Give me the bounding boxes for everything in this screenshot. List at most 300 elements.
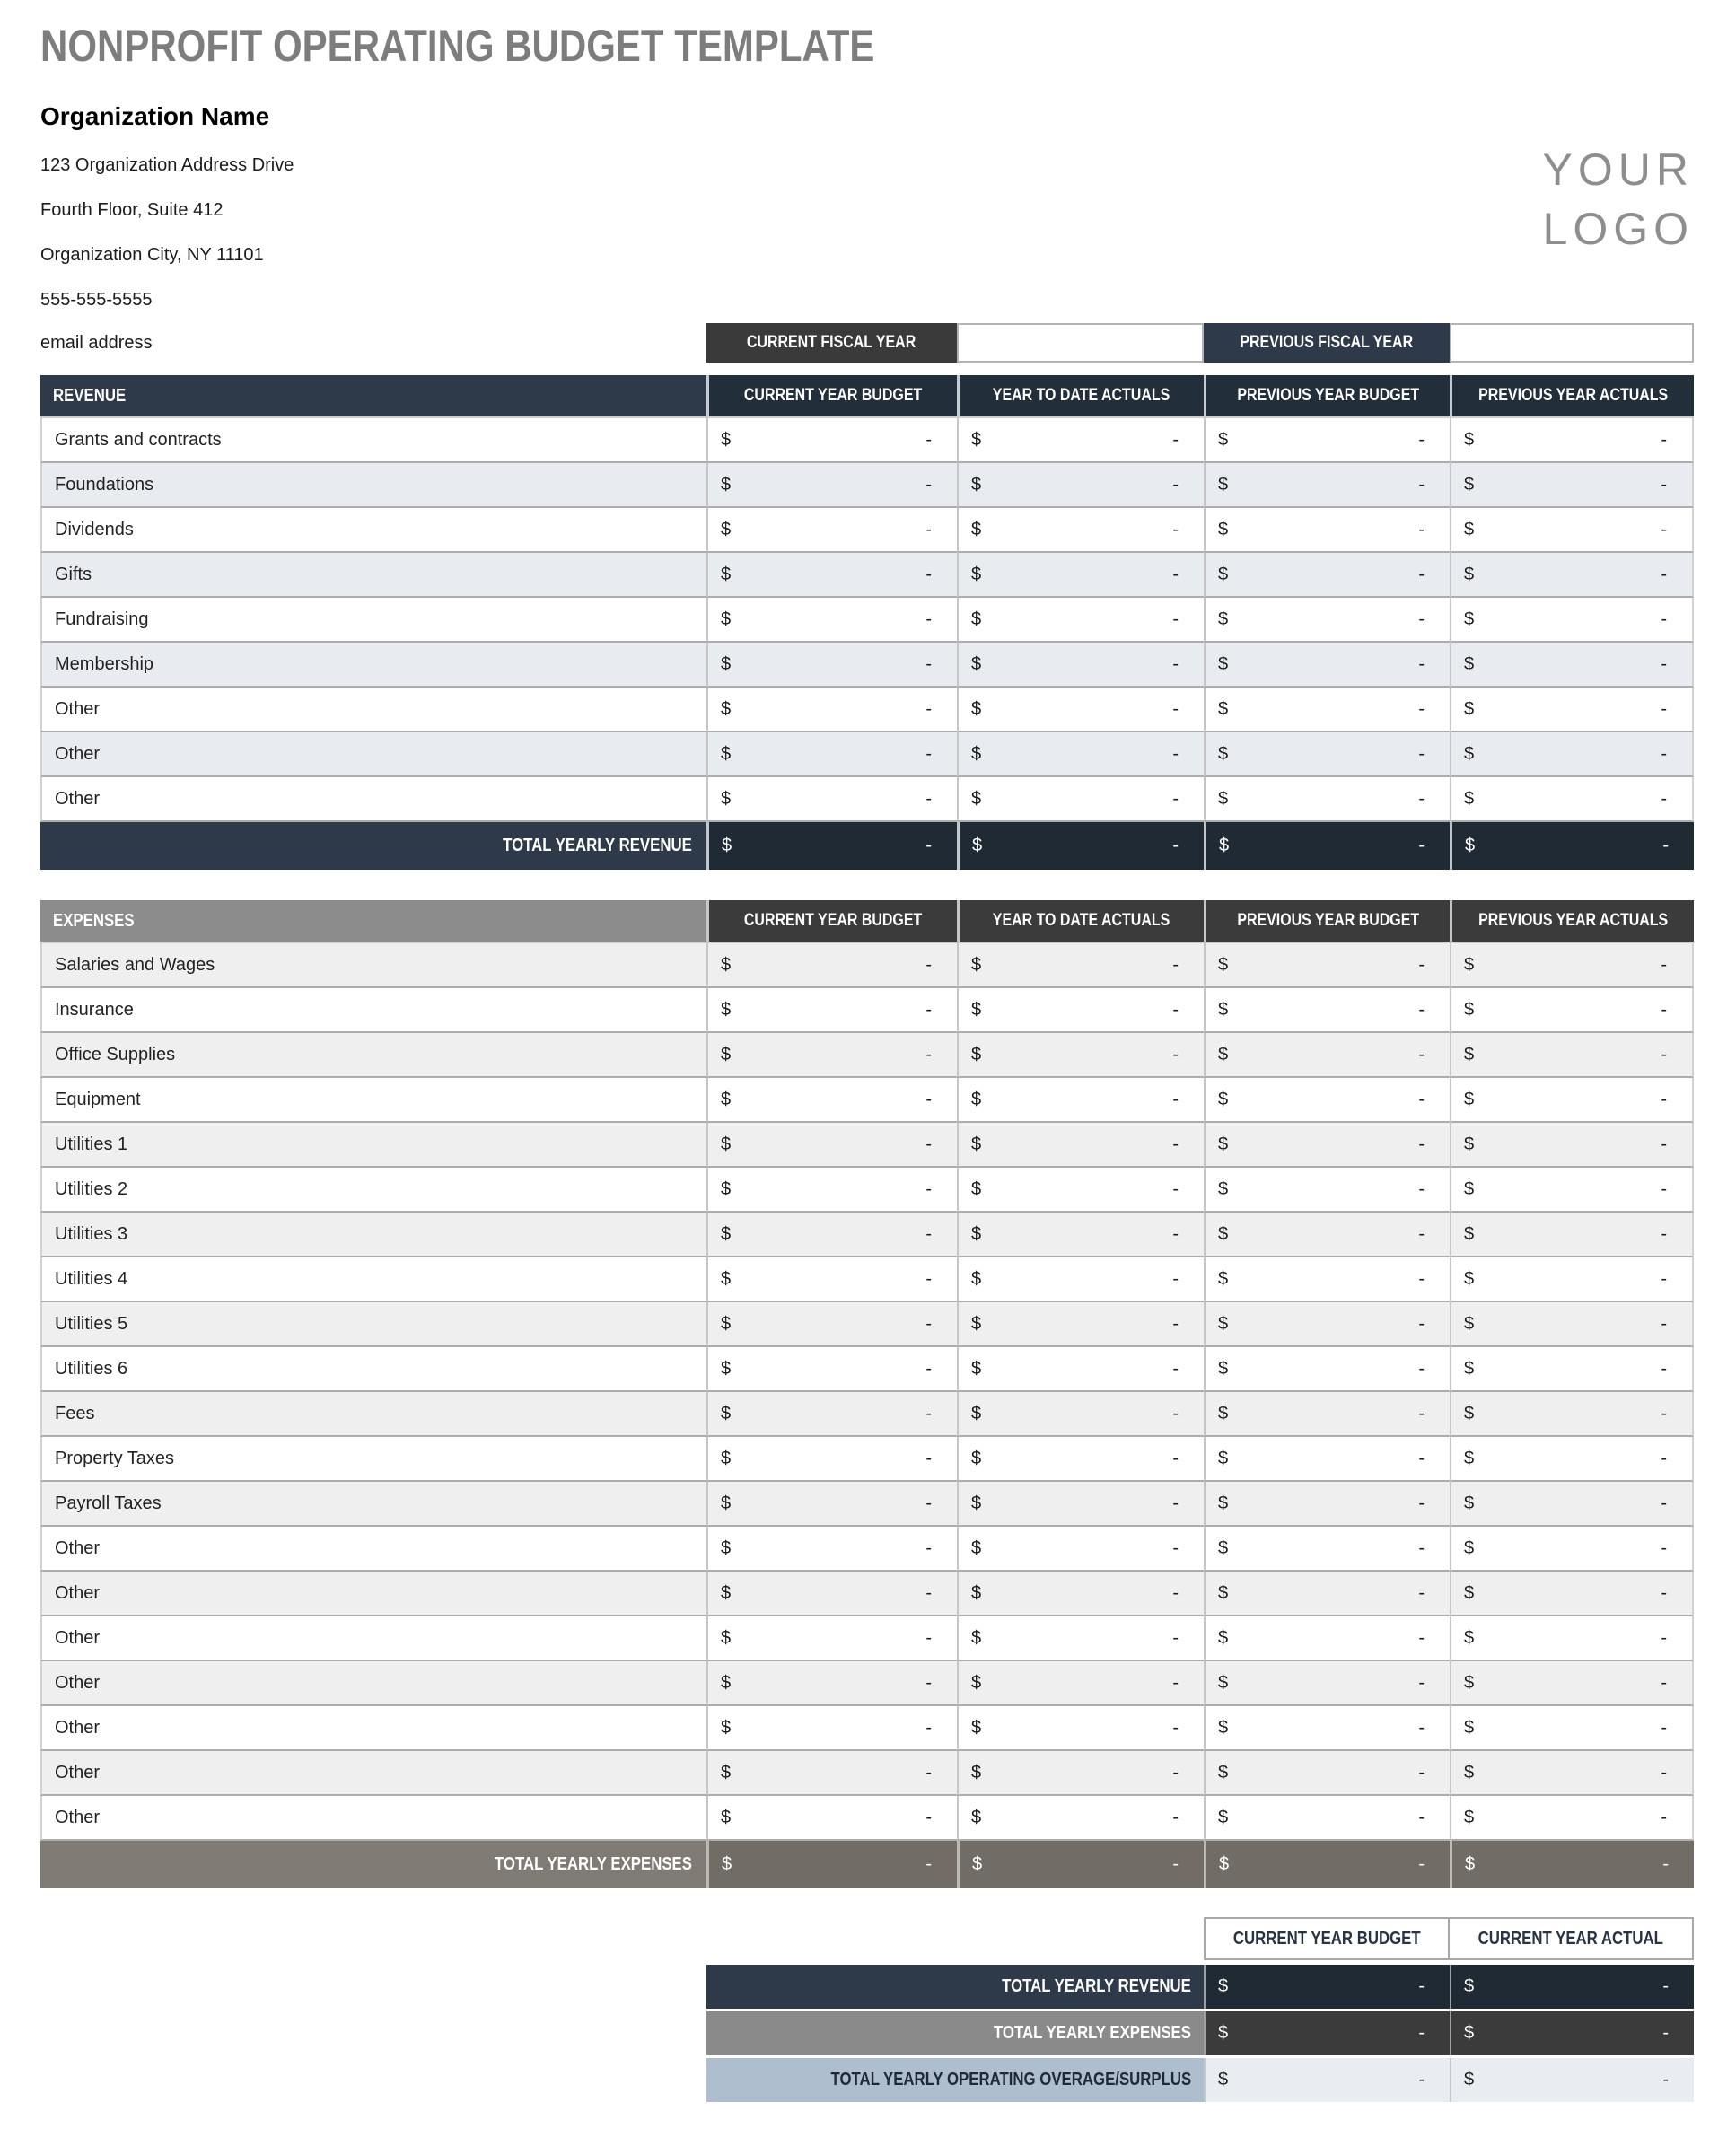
empty-value: - (1172, 1178, 1179, 1199)
money-cell[interactable] (1204, 1661, 1450, 1706)
money-cell[interactable] (957, 1661, 1204, 1706)
money-cell[interactable] (1450, 1392, 1694, 1437)
money-cell[interactable] (706, 508, 957, 553)
currency-symbol: $ (971, 1717, 982, 1738)
currency-symbol: $ (971, 1358, 982, 1379)
currency-symbol: $ (1218, 1358, 1229, 1379)
table-row (40, 553, 1694, 598)
currency-symbol: $ (1218, 999, 1229, 1020)
money-cell[interactable] (1204, 777, 1450, 822)
empty-value: - (1418, 743, 1425, 764)
currency-symbol: $ (971, 1493, 982, 1513)
row-label: Equipment (40, 1078, 706, 1123)
money-cell[interactable] (957, 553, 1204, 598)
money-cell[interactable] (706, 1302, 957, 1347)
money-cell[interactable] (706, 1078, 957, 1123)
money-cell[interactable] (1450, 1033, 1694, 1078)
currency-symbol: $ (1464, 1627, 1475, 1648)
money-cell[interactable] (1450, 1616, 1694, 1661)
empty-value: - (1418, 1493, 1425, 1513)
money-cell[interactable] (1204, 688, 1450, 732)
summary-row (706, 1965, 1694, 2009)
summary-row (706, 2058, 1694, 2102)
summary-row-label (706, 2058, 1204, 2102)
empty-value: - (1418, 609, 1425, 629)
money-cell[interactable] (706, 943, 957, 988)
money-cell[interactable] (957, 1616, 1204, 1661)
currency-symbol: $ (721, 788, 732, 809)
money-cell[interactable] (1204, 1033, 1450, 1078)
money-cell[interactable] (706, 1527, 957, 1572)
empty-value: - (925, 1493, 932, 1513)
currency-symbol: $ (1218, 1134, 1229, 1154)
money-column-header (1450, 375, 1694, 418)
logo-placeholder (1543, 140, 1694, 258)
empty-value: - (1662, 2070, 1669, 2089)
currency-symbol: $ (971, 429, 982, 450)
money-cell[interactable] (957, 777, 1204, 822)
currency-symbol: $ (1464, 2070, 1475, 2089)
empty-value: - (1172, 519, 1179, 539)
money-cell[interactable] (706, 418, 957, 463)
money-cell[interactable] (1204, 732, 1450, 777)
summary-header-row (706, 1917, 1694, 1960)
money-cell[interactable] (1450, 777, 1694, 822)
money-cell[interactable] (706, 688, 957, 732)
money-cell[interactable] (1450, 1482, 1694, 1527)
empty-value: - (925, 1717, 932, 1738)
empty-value: - (1172, 1762, 1179, 1782)
money-cell[interactable] (957, 598, 1204, 643)
empty-value: - (1172, 564, 1179, 584)
total-money-cell (706, 1841, 957, 1888)
money-cell[interactable] (1450, 1213, 1694, 1257)
money-column-header-text: PREVIOUS YEAR BUDGET (1237, 386, 1419, 405)
summary-row-label (706, 1965, 1204, 2009)
currency-symbol: $ (1218, 788, 1229, 809)
money-cell[interactable] (957, 1347, 1204, 1392)
money-cell[interactable] (1204, 1347, 1450, 1392)
empty-value: - (1661, 1627, 1667, 1648)
money-column-header-text: PREVIOUS YEAR ACTUALS (1477, 386, 1669, 405)
money-cell[interactable] (1450, 643, 1694, 688)
money-cell[interactable] (706, 1213, 957, 1257)
empty-value: - (1172, 609, 1179, 629)
currency-symbol: $ (971, 1178, 982, 1199)
money-cell[interactable] (1450, 1078, 1694, 1123)
empty-value: - (1661, 564, 1667, 584)
currency-symbol: $ (721, 564, 732, 584)
money-cell[interactable] (1204, 1527, 1450, 1572)
section-label-text: EXPENSES (53, 910, 135, 931)
org-block (40, 102, 1694, 311)
currency-symbol: $ (971, 609, 982, 629)
summary-money-cell (1204, 2058, 1450, 2102)
empty-value: - (1661, 1582, 1667, 1603)
empty-value: - (1661, 1448, 1667, 1468)
money-cell[interactable] (1204, 1796, 1450, 1841)
currency-symbol: $ (1464, 698, 1475, 719)
row-label: Utilities 1 (40, 1123, 706, 1168)
empty-value: - (1418, 1537, 1425, 1558)
currency-symbol: $ (1464, 609, 1475, 629)
empty-value: - (1172, 1044, 1179, 1064)
row-label: Utilities 3 (40, 1213, 706, 1257)
currency-symbol: $ (1218, 1582, 1229, 1603)
currency-symbol: $ (1464, 1717, 1475, 1738)
money-cell[interactable] (706, 1392, 957, 1437)
row-label: Other (40, 1572, 706, 1616)
currency-symbol: $ (972, 1854, 983, 1874)
money-cell[interactable] (1450, 1751, 1694, 1796)
money-cell[interactable] (706, 732, 957, 777)
money-cell[interactable] (1450, 1661, 1694, 1706)
empty-value: - (1661, 1807, 1667, 1827)
empty-value: - (1172, 788, 1179, 809)
money-cell[interactable] (1450, 688, 1694, 732)
row-label: Dividends (40, 508, 706, 553)
currency-symbol: $ (1218, 429, 1229, 450)
summary-row-label-text: TOTAL YEARLY EXPENSES (993, 2023, 1191, 2043)
money-column-header (957, 375, 1204, 418)
money-cell[interactable] (1204, 943, 1450, 988)
currency-symbol: $ (972, 836, 983, 855)
currency-symbol: $ (1218, 1537, 1229, 1558)
money-cell[interactable] (957, 1482, 1204, 1527)
money-cell[interactable] (706, 1661, 957, 1706)
money-cell[interactable] (706, 777, 957, 822)
currency-symbol: $ (1218, 2070, 1229, 2089)
currency-symbol: $ (971, 698, 982, 719)
currency-symbol: $ (1218, 1717, 1229, 1738)
empty-value: - (925, 564, 932, 584)
empty-value: - (925, 1854, 932, 1874)
money-cell[interactable] (1450, 508, 1694, 553)
currency-symbol: $ (1465, 836, 1476, 855)
money-cell[interactable] (1450, 1706, 1694, 1751)
currency-symbol: $ (971, 474, 982, 495)
summary-money-cell (1450, 1965, 1694, 2009)
currency-symbol: $ (971, 1403, 982, 1423)
currency-symbol: $ (721, 999, 732, 1020)
empty-value: - (1418, 564, 1425, 584)
currency-symbol: $ (971, 519, 982, 539)
currency-symbol: $ (1218, 564, 1229, 584)
summary-money-cell (1450, 2058, 1694, 2102)
currency-symbol: $ (1218, 2023, 1229, 2043)
empty-value: - (1418, 1854, 1425, 1874)
empty-value: - (1418, 429, 1425, 450)
money-cell[interactable] (706, 1616, 957, 1661)
empty-value: - (1661, 698, 1667, 719)
summary-column-header-text: CURRENT YEAR BUDGET (1232, 1928, 1421, 1949)
money-cell[interactable] (1204, 1482, 1450, 1527)
summary-column-header-text: CURRENT YEAR ACTUAL (1477, 1928, 1664, 1949)
org-phone: 555-555-5555 (40, 290, 153, 310)
currency-symbol: $ (1218, 1044, 1229, 1064)
row-label: Other (40, 1661, 706, 1706)
money-column-header-text: YEAR TO DATE ACTUALS (993, 911, 1170, 930)
money-cell[interactable] (1450, 1347, 1694, 1392)
currency-symbol: $ (1464, 1178, 1475, 1199)
empty-value: - (925, 1044, 932, 1064)
currency-symbol: $ (721, 1448, 732, 1468)
currency-symbol: $ (1219, 836, 1230, 855)
row-label: Membership (40, 643, 706, 688)
empty-value: - (1172, 999, 1179, 1020)
row-label: Fees (40, 1392, 706, 1437)
row-label: Office Supplies (40, 1033, 706, 1078)
empty-value: - (1661, 1268, 1667, 1289)
money-cell[interactable] (1450, 988, 1694, 1033)
empty-value: - (1662, 2023, 1669, 2043)
row-label: Property Taxes (40, 1437, 706, 1482)
money-cell[interactable] (1204, 1751, 1450, 1796)
currency-symbol: $ (1464, 788, 1475, 809)
money-cell[interactable] (1450, 1796, 1694, 1841)
empty-value: - (925, 698, 932, 719)
table-row (40, 777, 1694, 822)
money-cell[interactable] (957, 1392, 1204, 1437)
total-money-cell (1450, 1841, 1694, 1888)
money-cell[interactable] (1204, 1572, 1450, 1616)
money-cell[interactable] (957, 508, 1204, 553)
currency-symbol: $ (721, 474, 732, 495)
empty-value: - (1418, 2070, 1425, 2089)
money-cell[interactable] (1204, 1392, 1450, 1437)
money-cell[interactable] (957, 1168, 1204, 1213)
currency-symbol: $ (1218, 609, 1229, 629)
currency-symbol: $ (971, 999, 982, 1020)
currency-symbol: $ (721, 1223, 732, 1244)
money-cell[interactable] (1204, 1437, 1450, 1482)
row-label: Other (40, 1796, 706, 1841)
money-cell[interactable] (957, 688, 1204, 732)
money-cell[interactable] (1204, 1213, 1450, 1257)
table-row (40, 598, 1694, 643)
currency-symbol: $ (971, 1089, 982, 1109)
empty-value: - (925, 1582, 932, 1603)
money-cell[interactable] (1450, 1123, 1694, 1168)
page-title (40, 21, 1694, 71)
money-cell[interactable] (706, 1796, 957, 1841)
currency-symbol: $ (1464, 743, 1475, 764)
currency-symbol: $ (1464, 1223, 1475, 1244)
money-cell[interactable] (1450, 1257, 1694, 1302)
empty-value: - (1418, 1672, 1425, 1693)
money-cell[interactable] (1204, 1168, 1450, 1213)
money-cell[interactable] (706, 1123, 957, 1168)
table-row (40, 988, 1694, 1033)
empty-value: - (1172, 1358, 1179, 1379)
empty-value: - (1172, 698, 1179, 719)
money-cell[interactable] (706, 988, 957, 1033)
empty-value: - (1661, 1089, 1667, 1109)
money-cell[interactable] (706, 553, 957, 598)
currency-symbol: $ (971, 1807, 982, 1827)
table-row (40, 1302, 1694, 1347)
money-cell[interactable] (706, 1168, 957, 1213)
money-cell[interactable] (957, 943, 1204, 988)
currency-symbol: $ (1464, 564, 1475, 584)
table-row (40, 1168, 1694, 1213)
money-cell[interactable] (1450, 1527, 1694, 1572)
money-cell[interactable] (957, 988, 1204, 1033)
table-row (40, 1078, 1694, 1123)
money-cell[interactable] (1204, 418, 1450, 463)
currency-symbol: $ (721, 1762, 732, 1782)
money-cell[interactable] (1204, 463, 1450, 508)
money-cell[interactable] (957, 463, 1204, 508)
current-fiscal-year-input[interactable] (957, 323, 1204, 363)
empty-value: - (1172, 1582, 1179, 1603)
empty-value: - (1661, 1762, 1667, 1782)
previous-fiscal-year-label-text: PREVIOUS FISCAL YEAR (1240, 333, 1414, 352)
currency-symbol: $ (721, 1313, 732, 1334)
currency-symbol: $ (971, 1223, 982, 1244)
money-cell[interactable] (957, 1078, 1204, 1123)
money-cell[interactable] (1450, 1168, 1694, 1213)
empty-value: - (1661, 743, 1667, 764)
money-cell[interactable] (706, 1572, 957, 1616)
money-cell[interactable] (1204, 1257, 1450, 1302)
money-cell[interactable] (957, 732, 1204, 777)
currency-symbol: $ (971, 564, 982, 584)
money-cell[interactable] (957, 1257, 1204, 1302)
empty-value: - (1172, 836, 1179, 855)
money-cell[interactable] (1204, 1123, 1450, 1168)
empty-value: - (1418, 1178, 1425, 1199)
money-column-header (1204, 375, 1450, 418)
money-cell[interactable] (1204, 1078, 1450, 1123)
currency-symbol: $ (721, 1044, 732, 1064)
total-row (40, 1841, 1694, 1888)
fiscal-year-row (40, 323, 1694, 363)
money-cell[interactable] (1450, 1437, 1694, 1482)
money-cell[interactable] (1204, 598, 1450, 643)
currency-symbol: $ (721, 519, 732, 539)
empty-value: - (925, 1134, 932, 1154)
table-row (40, 1347, 1694, 1392)
currency-symbol: $ (1218, 1762, 1229, 1782)
money-cell[interactable] (957, 418, 1204, 463)
money-cell[interactable] (1204, 1616, 1450, 1661)
table-row (40, 732, 1694, 777)
money-column-header-text: PREVIOUS YEAR BUDGET (1237, 911, 1419, 930)
section-header-row (40, 375, 1694, 418)
money-cell[interactable] (1450, 553, 1694, 598)
currency-symbol: $ (721, 743, 732, 764)
money-cell[interactable] (957, 1751, 1204, 1796)
empty-value: - (1172, 1134, 1179, 1154)
previous-fiscal-year-input[interactable] (1450, 323, 1694, 363)
section-header-row (40, 900, 1694, 943)
currency-symbol: $ (1465, 1854, 1476, 1874)
page-title-text: NONPROFIT OPERATING BUDGET TEMPLATE (40, 21, 875, 71)
money-cell[interactable] (1204, 988, 1450, 1033)
money-cell[interactable] (706, 1033, 957, 1078)
money-cell[interactable] (706, 1257, 957, 1302)
money-cell[interactable] (706, 1437, 957, 1482)
empty-value: - (925, 1807, 932, 1827)
currency-symbol: $ (1464, 1762, 1475, 1782)
empty-value: - (1661, 1672, 1667, 1693)
money-cell[interactable] (957, 1572, 1204, 1616)
money-cell[interactable] (1450, 463, 1694, 508)
money-cell[interactable] (706, 1482, 957, 1527)
money-cell[interactable] (706, 643, 957, 688)
empty-value: - (925, 1223, 932, 1244)
money-cell[interactable] (957, 1437, 1204, 1482)
empty-value: - (1661, 1313, 1667, 1334)
empty-value: - (1418, 788, 1425, 809)
money-cell[interactable] (706, 1706, 957, 1751)
money-cell[interactable] (1450, 418, 1694, 463)
money-cell[interactable] (957, 1706, 1204, 1751)
expenses-table (40, 900, 1694, 1888)
money-cell[interactable] (1450, 598, 1694, 643)
table-row (40, 1257, 1694, 1302)
row-label: Other (40, 1616, 706, 1661)
money-cell[interactable] (1450, 943, 1694, 988)
currency-symbol: $ (1464, 474, 1475, 495)
money-cell[interactable] (957, 1213, 1204, 1257)
money-cell[interactable] (957, 1123, 1204, 1168)
money-cell[interactable] (706, 1751, 957, 1796)
money-cell[interactable] (706, 1347, 957, 1392)
money-cell[interactable] (957, 1033, 1204, 1078)
money-cell[interactable] (1204, 1706, 1450, 1751)
table-row (40, 1661, 1694, 1706)
currency-symbol: $ (971, 1044, 982, 1064)
currency-symbol: $ (721, 1627, 732, 1648)
row-label: Payroll Taxes (40, 1482, 706, 1527)
money-cell[interactable] (1450, 1302, 1694, 1347)
empty-value: - (925, 999, 932, 1020)
currency-symbol: $ (1218, 698, 1229, 719)
total-money-cell (957, 1841, 1204, 1888)
empty-value: - (1418, 1089, 1425, 1109)
empty-value: - (1661, 1717, 1667, 1738)
money-column-header (957, 900, 1204, 943)
currency-symbol: $ (721, 1537, 732, 1558)
money-cell[interactable] (957, 1527, 1204, 1572)
money-cell[interactable] (1204, 553, 1450, 598)
currency-symbol: $ (721, 1134, 732, 1154)
money-cell[interactable] (706, 463, 957, 508)
money-cell[interactable] (706, 598, 957, 643)
table-row (40, 418, 1694, 463)
money-cell[interactable] (957, 1796, 1204, 1841)
row-label: Insurance (40, 988, 706, 1033)
money-cell[interactable] (1204, 508, 1450, 553)
empty-value: - (925, 1089, 932, 1109)
empty-value: - (925, 1762, 932, 1782)
revenue-section-label (40, 375, 706, 418)
money-cell[interactable] (957, 643, 1204, 688)
money-cell[interactable] (1450, 732, 1694, 777)
money-cell[interactable] (1204, 1302, 1450, 1347)
table-row (40, 1527, 1694, 1572)
currency-symbol: $ (1218, 1223, 1229, 1244)
money-cell[interactable] (1450, 1572, 1694, 1616)
money-cell[interactable] (957, 1302, 1204, 1347)
row-label: Other (40, 777, 706, 822)
empty-value: - (925, 1313, 932, 1334)
row-label: Foundations (40, 463, 706, 508)
empty-value: - (1172, 1089, 1179, 1109)
money-cell[interactable] (1204, 643, 1450, 688)
